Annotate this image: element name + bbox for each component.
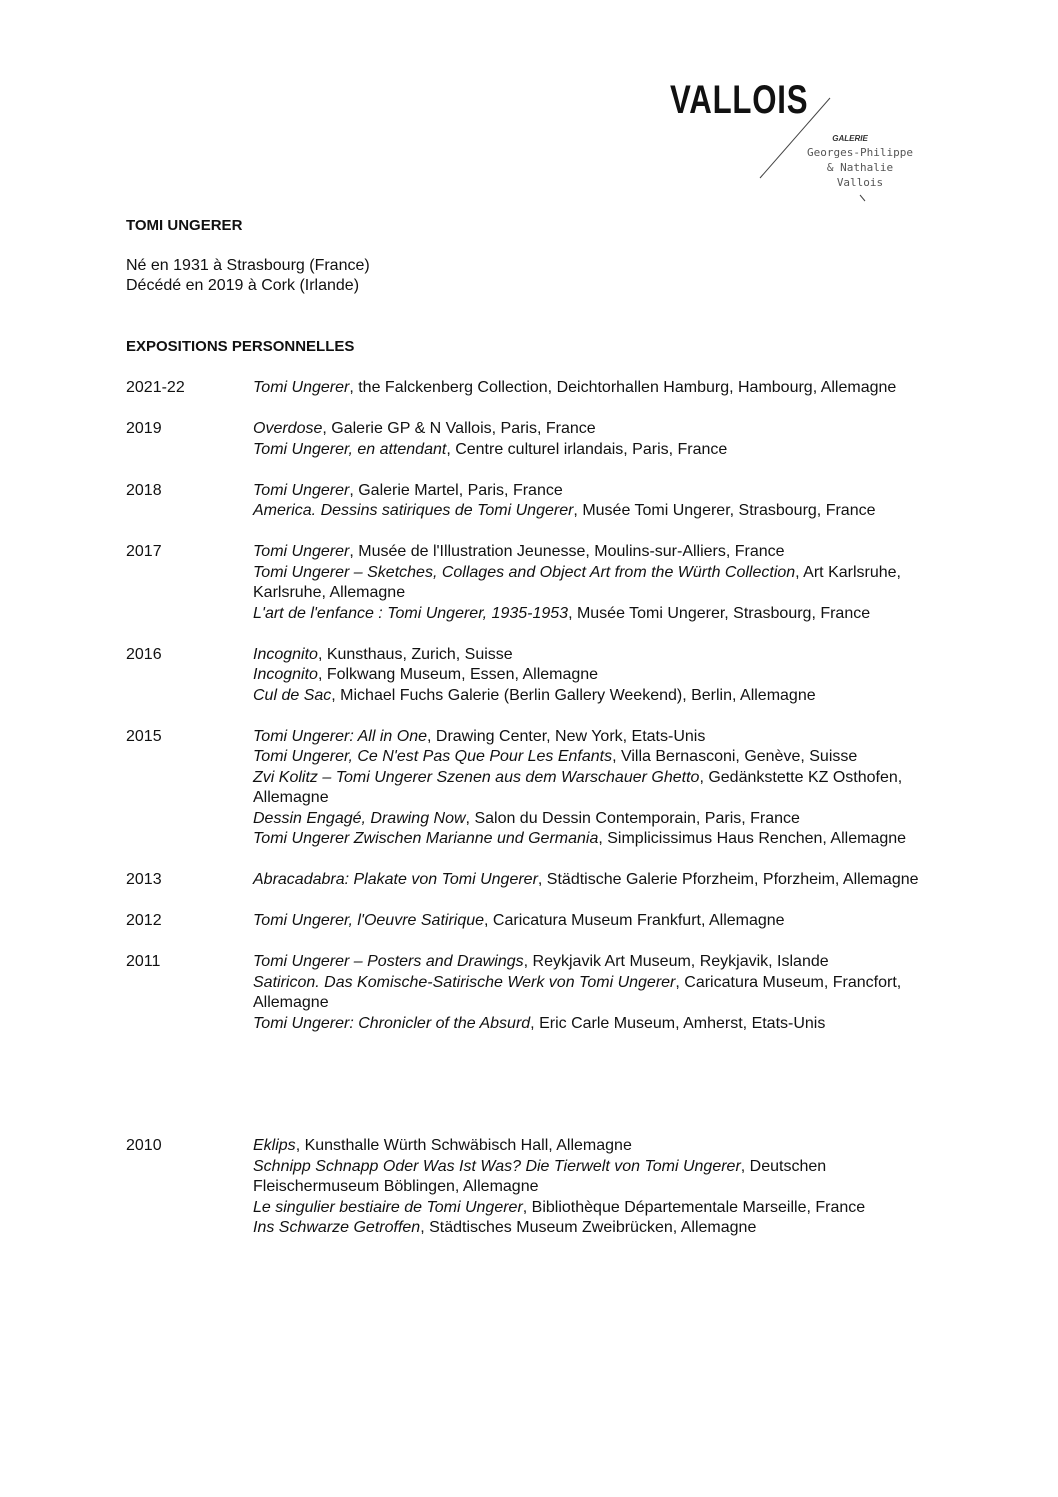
- exhibition-title: Satiricon. Das Komische-Satirische Werk von Tomi Ungerer: [253, 973, 676, 991]
- exhibition-venue: , Centre culturel irlandais, Paris, France: [446, 440, 728, 458]
- exhibition-title: Tomi Ungerer: [253, 543, 350, 560]
- exhibition-venue: , Villa Bernasconi, Genève, Suisse: [612, 748, 858, 765]
- exhibition-item: [253, 645, 946, 666]
- exhibition-title: Zvi Kolitz – Tomi Ungerer Szenen aus dem Warschauer Ghetto: [253, 768, 700, 786]
- exhibition-title: Le singulier bestiaire de Tomi Ungerer: [253, 1198, 523, 1216]
- exhibition-venue: , Bibliothèque Départementale Marseille, France: [522, 1198, 866, 1216]
- exhibition-year-group: [126, 911, 946, 932]
- exhibition-items: [253, 378, 946, 399]
- exhibition-title: Tomi Ungerer – Posters and Drawings: [253, 953, 524, 970]
- exhibition-year-group: [126, 727, 946, 850]
- exhibition-venue: , Städtische Galerie Pforzheim, Pforzheim, Allemagne: [537, 871, 919, 888]
- entry-spacer: [126, 460, 946, 481]
- exhibition-item: [253, 665, 946, 686]
- exhibition-title: Incognito: [253, 645, 318, 663]
- exhibition-items: [253, 727, 946, 850]
- exhibition-year: 2011: [126, 953, 161, 970]
- exhibition-list: [126, 378, 946, 1239]
- entry-spacer: [126, 624, 946, 645]
- exhibition-venue: , Caricatura Museum, Francfort, Allemagne: [253, 973, 902, 1011]
- exhibition-item: [253, 1157, 946, 1198]
- exhibition-venue: , Galerie Martel, Paris, France: [349, 481, 563, 499]
- exhibition-item: [253, 542, 946, 563]
- exhibition-title: Schnipp Schnapp Oder Was Ist Was? Die Tierwelt von Tomi Ungerer: [253, 1157, 741, 1175]
- exhibition-item: [253, 440, 946, 461]
- bio-line: Né en 1931 à Strasbourg (France): [126, 257, 370, 274]
- exhibition-venue: , Michael Fuchs Galerie (Berlin Gallery Weekend), Berlin, Allemagne: [331, 686, 816, 704]
- exhibition-item: [253, 1218, 946, 1239]
- gallery-logo: [670, 78, 940, 208]
- logo-galerie-label: GALERIE: [832, 134, 868, 143]
- exhibition-title: America. Dessins satiriques de Tomi Ungerer: [253, 502, 574, 519]
- exhibition-year: 2017: [126, 543, 162, 560]
- exhibition-year-group: [126, 378, 946, 399]
- exhibition-item: [253, 378, 946, 399]
- exhibition-item: [253, 1198, 946, 1219]
- exhibition-items: [253, 870, 946, 891]
- exhibition-venue: , Deutschen Fleischermuseum Böblingen, Allemagne: [253, 1157, 827, 1195]
- section-title: EXPOSITIONS PERSONNELLES: [126, 338, 355, 355]
- logo-names: [800, 145, 920, 190]
- exhibition-year: 2016: [126, 645, 162, 663]
- exhibition-title: Tomi Ungerer Zwischen Marianne und Germania: [253, 830, 599, 847]
- exhibition-year: 2019: [126, 420, 162, 437]
- exhibition-year-group: [126, 419, 946, 460]
- logo-name-line: Georges-Philippe: [807, 146, 913, 159]
- exhibition-year: 2021-22: [126, 379, 185, 396]
- artist-name: TOMI UNGERER: [126, 217, 243, 234]
- exhibition-venue: , Musée Tomi Ungerer, Strasbourg, France: [568, 604, 871, 622]
- exhibition-title: Ins Schwarze Getroffen: [253, 1219, 421, 1236]
- exhibition-title: Tomi Ungerer, l'Oeuvre Satirique: [253, 912, 485, 929]
- exhibition-venue: , Musée de l'Illustration Jeunesse, Moulins-sur-Alliers, France: [349, 543, 785, 560]
- bio-line: Décédé en 2019 à Cork (Irlande): [126, 277, 360, 294]
- exhibition-title: Tomi Ungerer: All in One: [253, 727, 427, 745]
- exhibition-item: [253, 604, 946, 625]
- exhibition-title: Eklips: [253, 1137, 296, 1154]
- exhibition-venue: , Städtisches Museum Zweibrücken, Allemagne: [420, 1219, 757, 1236]
- entry-spacer: [126, 891, 946, 912]
- exhibition-items: [253, 542, 946, 624]
- exhibition-venue: , Eric Carle Museum, Amherst, Etats-Unis: [530, 1014, 826, 1032]
- exhibition-title: Cul de Sac: [253, 686, 332, 704]
- exhibition-venue: , Gedänkstette KZ Osthofen, Allemagne: [253, 768, 903, 806]
- entry-spacer: [126, 706, 946, 727]
- exhibition-venue: , Drawing Center, New York, Etats-Unis: [427, 727, 706, 745]
- exhibition-items: [253, 952, 946, 1034]
- exhibition-item: [253, 952, 946, 973]
- exhibition-year: 2013: [126, 871, 162, 888]
- exhibition-year-group: [126, 952, 946, 1034]
- entry-spacer: [126, 1034, 946, 1136]
- exhibition-item: [253, 973, 946, 1014]
- exhibition-items: [253, 481, 946, 522]
- exhibition-year-group: [126, 542, 946, 624]
- entry-spacer: [126, 850, 946, 871]
- exhibition-item: [253, 501, 946, 522]
- exhibition-title: Abracadabra: Plakate von Tomi Ungerer: [253, 871, 538, 888]
- exhibition-item: [253, 870, 946, 891]
- exhibition-title: Tomi Ungerer, Ce N'est Pas Que Pour Les Enfants: [253, 748, 613, 765]
- exhibition-venue: , Musée Tomi Ungerer, Strasbourg, France: [573, 502, 876, 519]
- exhibition-venue: , Kunsthaus, Zurich, Suisse: [317, 645, 513, 663]
- exhibition-year-group: [126, 481, 946, 522]
- exhibition-title: L'art de l'enfance : Tomi Ungerer, 1935-1953: [253, 604, 569, 622]
- exhibition-venue: , the Falckenberg Collection, Deichtorhallen Hamburg, Hambourg, Allemagne: [349, 379, 897, 396]
- exhibition-title: Incognito: [253, 666, 318, 683]
- exhibition-venue: , Kunsthalle Würth Schwäbisch Hall, Allemagne: [295, 1137, 632, 1154]
- exhibition-venue: , Salon du Dessin Contemporain, Paris, France: [465, 809, 800, 827]
- exhibition-year: 2010: [126, 1137, 162, 1154]
- exhibition-item: [253, 768, 946, 809]
- exhibition-items: [253, 645, 946, 707]
- exhibition-venue: , Caricatura Museum Frankfurt, Allemagne: [484, 912, 785, 929]
- exhibition-item: [253, 747, 946, 768]
- exhibition-items: [253, 419, 946, 460]
- exhibition-year: 2012: [126, 912, 162, 929]
- exhibition-venue: , Folkwang Museum, Essen, Allemagne: [317, 666, 599, 683]
- entry-spacer: [126, 932, 946, 953]
- exhibition-item: [253, 1136, 946, 1157]
- exhibition-item: [253, 419, 946, 440]
- artist-bio: [126, 256, 370, 296]
- exhibition-year-group: [126, 870, 946, 891]
- exhibition-title: Tomi Ungerer, en attendant: [253, 440, 447, 458]
- exhibition-title: Dessin Engagé, Drawing Now: [253, 809, 466, 827]
- exhibition-title: Tomi Ungerer – Sketches, Collages and Object Art from the Würth Collection: [253, 563, 796, 581]
- exhibition-title: Tomi Ungerer: Chronicler of the Absurd: [253, 1014, 531, 1032]
- exhibition-year-group: [126, 645, 946, 707]
- exhibition-item: [253, 829, 946, 850]
- exhibition-title: Tomi Ungerer: [253, 481, 350, 499]
- exhibition-title: Tomi Ungerer: [253, 379, 350, 396]
- exhibition-venue: , Galerie GP & N Vallois, Paris, France: [322, 420, 596, 437]
- exhibition-venue: , Reykjavik Art Museum, Reykjavik, Islande: [523, 953, 829, 970]
- exhibition-item: [253, 911, 946, 932]
- exhibition-item: [253, 1014, 946, 1035]
- exhibition-item: [253, 686, 946, 707]
- exhibition-item: [253, 563, 946, 604]
- logo-name-line: & Nathalie: [826, 161, 894, 174]
- exhibition-year: 2018: [126, 481, 162, 499]
- entry-spacer: [126, 522, 946, 543]
- exhibition-items: [253, 1136, 946, 1239]
- exhibition-items: [253, 911, 946, 932]
- exhibition-venue: , Simplicissimus Haus Renchen, Allemagne: [598, 830, 907, 847]
- exhibition-item: [253, 809, 946, 830]
- exhibition-title: Overdose: [253, 420, 323, 437]
- exhibition-venue: , Art Karlsruhe, Karlsruhe, Allemagne: [253, 563, 901, 601]
- exhibition-year-group: [126, 1136, 946, 1239]
- exhibition-year: 2015: [126, 727, 162, 745]
- logo-name-line: Vallois: [836, 176, 884, 189]
- logo-wordmark: VALLOIS: [670, 78, 809, 122]
- entry-spacer: [126, 399, 946, 420]
- exhibition-item: [253, 481, 946, 502]
- exhibition-item: [253, 727, 946, 748]
